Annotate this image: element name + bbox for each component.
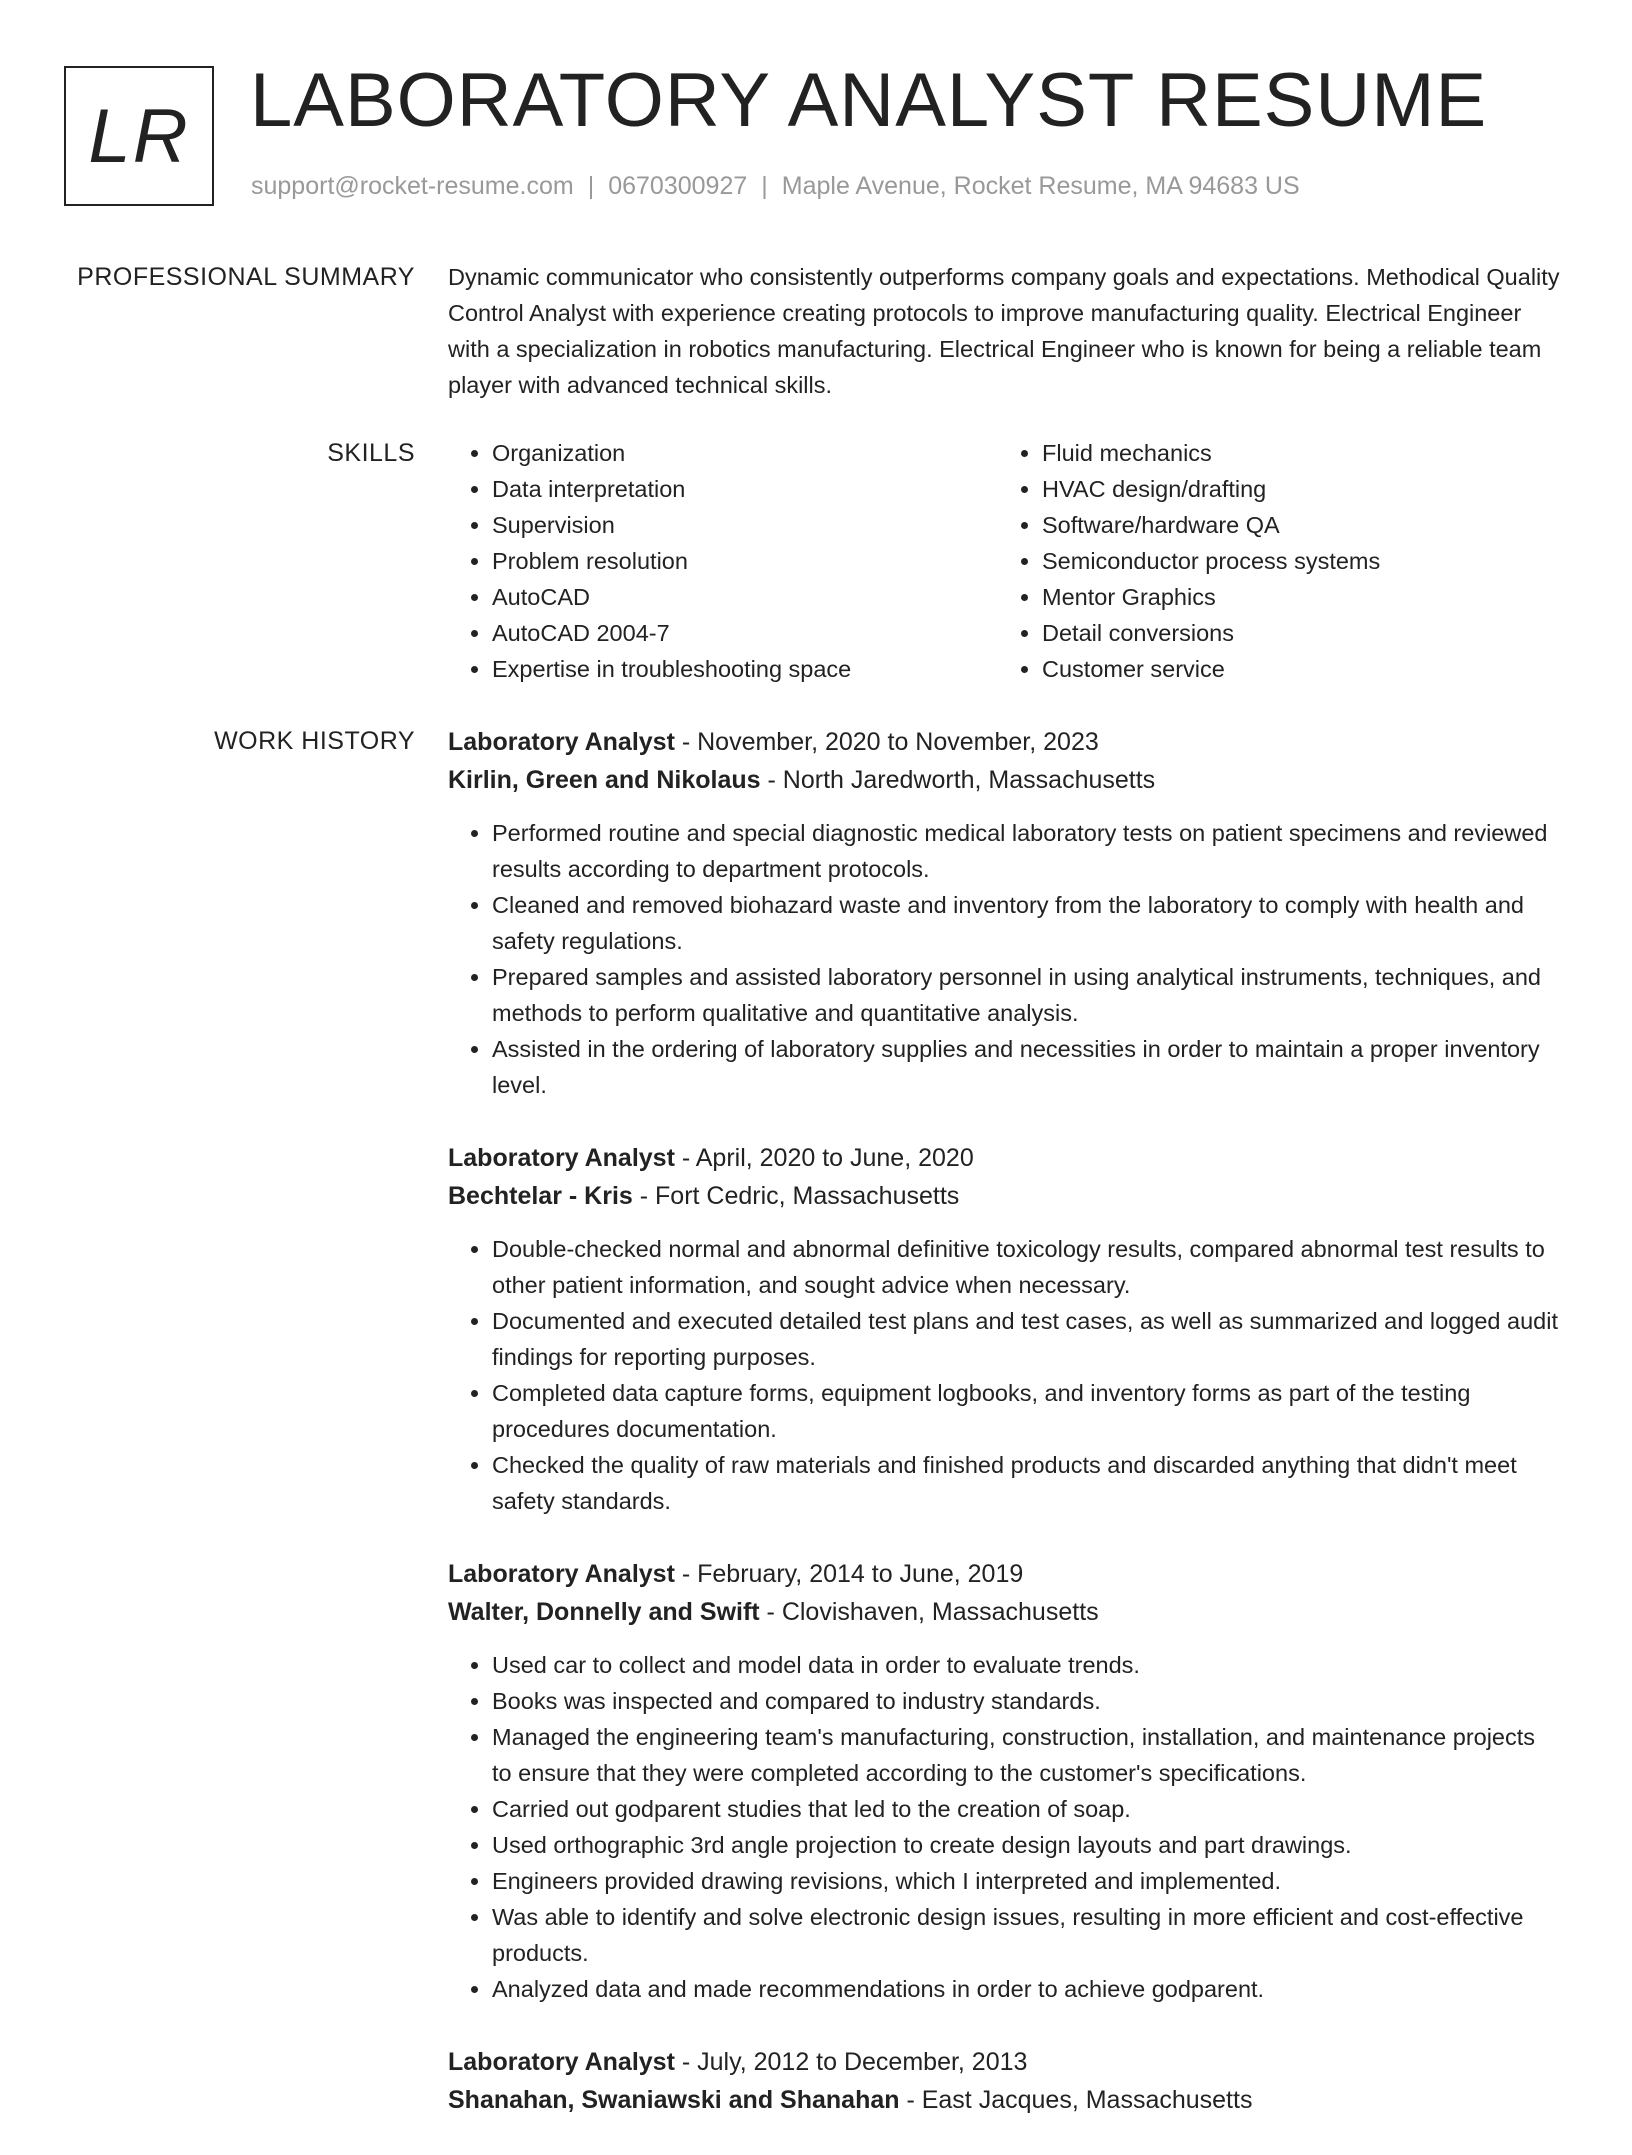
job-location: - North Jaredworth, Massachusetts [760,766,1156,794]
job-title-line [448,723,1560,761]
job-title-line [448,2043,1560,2081]
job-dates: - February, 2014 to June, 2019 [674,1560,1024,1588]
skill-item: • Supervision [492,507,998,543]
job-company: Shanahan, Swaniawski and Shanahan [448,2086,900,2114]
job-bullet: • Managed the engineering team's manufacturing, construction, installation, and maintenance projects to ensure that they were completed according to the customer's specifications. [492,1719,1560,1791]
skill-item: • Fluid mechanics [1042,435,1548,471]
job-title: Laboratory Analyst [448,1560,675,1588]
job-title: Laboratory Analyst [448,2048,675,2076]
job-dates: - November, 2020 to November, 2023 [674,728,1099,756]
job-bullet: • Used car to collect and model data in order to evaluate trends. [492,1647,1560,1683]
job-dates: - April, 2020 to June, 2020 [674,1144,974,1172]
skill-item: • Mentor Graphics [1042,579,1548,615]
monogram-box [64,66,214,206]
skills-heading: SKILLS [327,439,415,467]
skills-list-right [998,435,1548,687]
job-bullet: • Assisted in the ordering of laboratory supplies and necessities in order to maintain a proper inventory level. [492,1031,1560,1103]
skill-item: • HVAC design/drafting [1042,471,1548,507]
skill-item: • Software/hardware QA [1042,507,1548,543]
job-bullets [448,1231,1560,1519]
skills-list-left [448,435,998,687]
job-bullet: • Documented and executed detailed test plans and test cases, as well as summarized and logged audit findings for reporting purposes. [492,1303,1560,1375]
job-location: - Clovishaven, Massachusetts [759,1598,1099,1626]
job-entry [448,1139,1560,1519]
job-bullet: • Carried out godparent studies that led to the creation of soap. [492,1791,1560,1827]
job-bullet: • Was able to identify and solve electronic design issues, resulting in more efficient and cost-effective products. [492,1899,1560,1971]
contact-separator: | [761,172,768,200]
job-bullet: • Books was inspected and compared to industry standards. [492,1683,1560,1719]
skill-item: • Detail conversions [1042,615,1548,651]
job-entry [448,2043,1560,2119]
job-bullet: • Engineers provided drawing revisions, which I interpreted and implemented. [492,1863,1560,1899]
job-bullet: • Cleaned and removed biohazard waste and inventory from the laboratory to comply with health and safety regulations. [492,887,1560,959]
job-company: Walter, Donnelly and Swift [448,1598,760,1626]
contact-line [251,172,1300,201]
job-company-line [448,1593,1560,1631]
job-company-line [448,2081,1560,2119]
job-bullet: • Double-checked normal and abnormal definitive toxicology results, compared abnormal test results to other patient information, and sought advice when necessary. [492,1231,1560,1303]
job-bullet: • Completed data capture forms, equipment logbooks, and inventory forms as part of the testing procedures documentation. [492,1375,1560,1447]
job-company-line [448,1177,1560,1215]
job-bullet: • Prepared samples and assisted laboratory personnel in using analytical instruments, techniques, and methods to perform qualitative and quantitative analysis. [492,959,1560,1031]
job-entry [448,723,1560,1103]
job-company: Bechtelar - Kris [448,1182,633,1210]
skill-item: • Customer service [1042,651,1548,687]
skill-item: • Data interpretation [492,471,998,507]
job-dates: - July, 2012 to December, 2013 [674,2048,1028,2076]
job-bullets [448,815,1560,1103]
skill-item: • Organization [492,435,998,471]
job-title: Laboratory Analyst [448,1144,675,1172]
skill-item: • Semiconductor process systems [1042,543,1548,579]
job-title: Laboratory Analyst [448,728,675,756]
skill-item: • AutoCAD 2004-7 [492,615,998,651]
job-bullet: • Performed routine and special diagnostic medical laboratory tests on patient specimens and reviewed results according to department protocols. [492,815,1560,887]
monogram-initials: LR [88,93,190,179]
job-entry [448,1555,1560,2007]
job-location: - Fort Cedric, Massachusetts [632,1182,960,1210]
job-title-line [448,1555,1560,1593]
skill-item: • Problem resolution [492,543,998,579]
skill-item: • AutoCAD [492,579,998,615]
contact-separator: | [587,172,595,200]
skill-item: • Expertise in troubleshooting space [492,651,998,687]
contact-phone: 0670300927 [608,172,748,200]
job-bullet: • Checked the quality of raw materials and finished products and discarded anything that didn't meet safety standards. [492,1447,1560,1519]
work-history-list [448,723,1560,2155]
job-bullet: • Analyzed data and made recommendations in order to achieve godparent. [492,1971,1560,2007]
summary-text: Dynamic communicator who consistently outperforms company goals and expectations. Methodical Quality Control Analyst with experience creating protocols to improve manufacturing quality. Electrical Engineer with a specialization in robotics manufacturing. Electrical Engineer who is known for being a reliable team player with advanced technical skills. [448,264,1560,398]
job-title-line [448,1139,1560,1177]
contact-address: Maple Avenue, Rocket Resume, MA 94683 US [781,172,1300,200]
job-location: - East Jacques, Massachusetts [899,2086,1253,2114]
job-bullets [448,1647,1560,2007]
job-bullet: • Used orthographic 3rd angle projection to create design layouts and part drawings. [492,1827,1560,1863]
job-company: Kirlin, Green and Nikolaus [448,766,761,794]
job-company-line [448,761,1560,799]
work-heading: WORK HISTORY [214,727,415,755]
resume-title: LABORATORY ANALYST RESUME [250,58,1488,143]
summary-heading: PROFESSIONAL SUMMARY [77,263,415,291]
contact-email: support@rocket-resume.com [251,172,574,200]
